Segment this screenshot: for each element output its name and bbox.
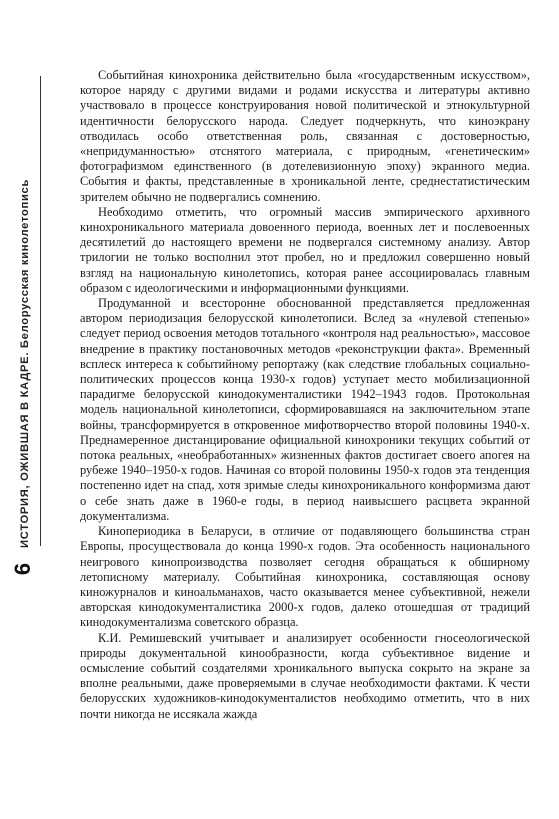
paragraph-3: Продуманной и всесторонне обоснованной представляется предложенная автором периодизация белорусской кинолетописи. Вслед за «нулевой степенью» следует период освоения методов тотального «контроля над реальностью», массовое внедрение в практику постановочных методов «реконструкции факта». Временный всплеск интереса к событийному репортажу (как следствие глобальных социально-политических процессов конца 1930-х годов) уступает место мобилизационной парадигме белорусской кинодокументалистики 1942–1943 годов. Протокольная модель национальной кинолетописи, сформировавшаяся на заключительном этапе войны, трансформируется в откровенное мифотворчество второй половины 1940-х. Преднамеренное дистанцирование официальной кинохроники текущих событий от потока реальных, «необработанных» жизненных фактов достигает своего апогея на рубеже 1940–1950-х годов. Начиная со второй половины 1950-х годов эта тенденция постепенно идет на спад, хотя зримые следы кинохроникального конформизма дают о себе знать даже в 1960-е годы, в период наивысшего расцвета экранной документализма. bbox=[80, 296, 530, 523]
running-head: ИСТОРИЯ, ОЖИВШАЯ В КАДРЕ. Белорусская кинолетопись bbox=[19, 178, 31, 548]
body-text bbox=[80, 68, 530, 722]
paragraph-2: Необходимо отметить, что огромный массив эмпирического архивного кинохроникального материала довоенного периода, военных лет и послевоенных десятилетий до настоящего времени не подвергался системному анализу. Автор трилогии не только восполнил этот пробел, но и предложил совершенно новый взгляд на национальную кинолетопись, которая ранее ассоциировалась главным образом с идеологическими и информационными функциями. bbox=[80, 204, 530, 295]
spine-rule bbox=[40, 76, 41, 546]
paragraph-1: Событийная кинохроника действительно была «государственным искусством», которое наряду с другими видами и родами искусства и литературы активно участвовало в процессе конструирования новой политической и этнокультурной идентичности белорусского народа. Следует подчеркнуть, что киноэкрану отводилась особо ответственная роль, связанная с достоверностью, «непридуманностью» отснятого материала, с природным, «генетическим» фотографизмом единственного (в дотелевизионную эпоху) экранного медиа. События и факты, представленные в хроникальной ленте, среднестатистическим зрителем обычно не подвергались сомнению. bbox=[80, 68, 530, 204]
page-number: 6 bbox=[10, 562, 35, 576]
paragraph-4: Кинопериодика в Беларуси, в отличие от подавляющего большинства стран Европы, просуществовала до конца 1990-х годов. Эта особенность национального неигрового кинопроизводства позволяет сегодня обращаться к обширному летописному материалу. Событийная кинохроника, составляющая основу киножурналов и киноальманахов, часто оказывается менее субъективной, нежели авторская кинодокументалистика 2000-х годов, далеко отошедшая от традиций кинодокументализма советского образца. bbox=[80, 524, 530, 630]
paragraph-5: К.И. Ремишевский учитывает и анализирует особенности гносеологической природы документальной кинообразности, когда субъективное видение и осмысление событий создателями хроникального выпуска сокрыто на экране за вполне реальными, даже проверяемыми в случае необходимости фактами. К чести белорусских художников-кинодокументалистов необходимо отметить, что в них почти никогда не иссякала жажда bbox=[80, 630, 530, 721]
